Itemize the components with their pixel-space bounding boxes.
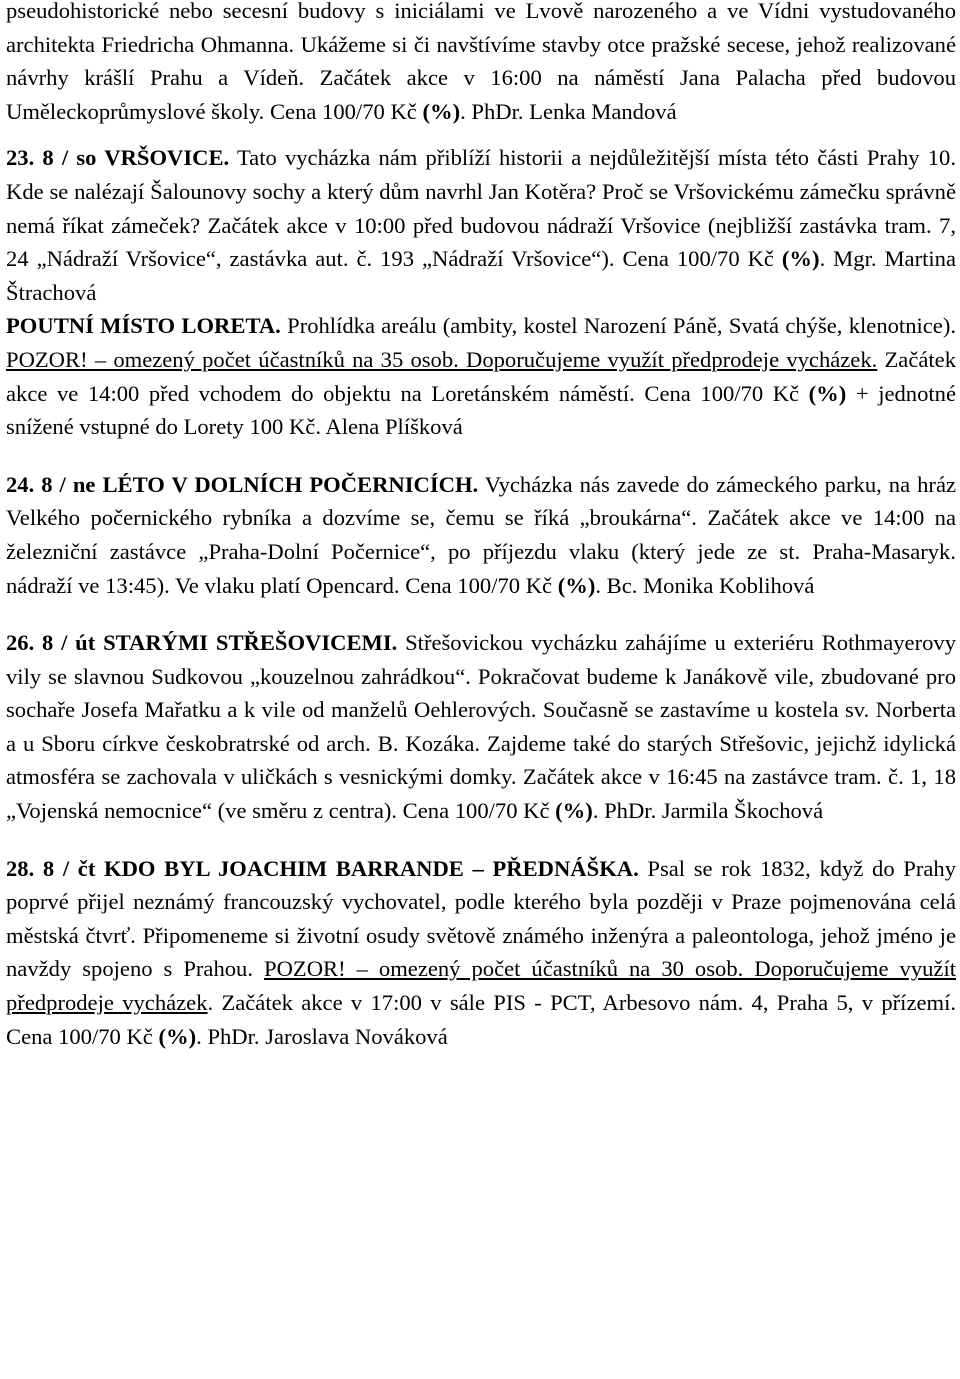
paragraph-text: Střešovickou vycházku zahájíme u exteriéru Rothmayerovy vily se slavnou Sudkovou „kouzelnou zahrádkou“. Pokračovat budeme k Janákově vile, zbudované pro sochaře Josefa Mařatku a k vile od manželů Oehlerových. Současně se zastavíme u kostela sv. Norberta a u Sboru církve českobratrské od arch. B. Kozáka. Zajdeme také do starých Střešovic, jejichž idylická atmosféra se zachovala v uličkách s vesnickými domky. Začátek akce v 16:45 na zastávce tram. č. 1, 18 „Vojenská nemocnice“ (ve směru z centra). Cena 100/70 Kč	[6, 630, 956, 824]
event-date: 26. 8 / út	[6, 630, 104, 656]
paragraph-text: . Začátek akce v 17:00 v sále PIS - PCT, Arbesovo nám. 4, Praha 5, v přízemí. Cena 100/70 Kč	[6, 990, 956, 1049]
discount-marker: (%)	[158, 1023, 197, 1049]
paragraph-text: pseudohistorické nebo secesní budovy s iniciálami ve Lvově narozeného a ve Vídni vystudovaného architekta Friedricha Ohmanna. Ukážeme si či navštívíme stavby otce pražské secese, jehož realizované návrhy krášlí Prahu a Vídeň. Začátek akce v 16:00 na náměstí Jana Palacha před budovou Uměleckoprůmyslové školy. Cena 100/70 Kč	[6, 0, 956, 124]
guide-name: . Mgr. Martina Štrachová	[6, 246, 956, 305]
discount-marker: (%)	[781, 246, 820, 272]
capacity-notice: POZOR! – omezený počet účastníků na 30 osob. Doporučujeme využít předprodeje vycházek	[6, 956, 957, 1016]
event-title: LÉTO V DOLNÍCH POČERNICÍCH.	[102, 471, 479, 497]
event-date: 24. 8 / ne	[6, 471, 103, 497]
discount-marker: (%)	[557, 572, 596, 598]
guide-name: . PhDr. Jaroslava Nováková	[196, 1023, 448, 1049]
event-title: VRŠOVICE.	[104, 145, 230, 171]
guide-name: + jednotné snížené vstupné do Lorety 100 Kč. Alena Plíšková	[6, 380, 956, 440]
event-paragraph-28	[6, 852, 956, 1054]
event-paragraph-23	[6, 141, 956, 309]
intro-paragraph	[6, 0, 956, 128]
paragraph-text: Prohlídka areálu (ambity, kostel Narození Páně, Svatá chýše, klenotnice).	[280, 313, 956, 339]
capacity-notice: POZOR! – omezený počet účastníků na 35 osob. Doporučujeme využít předprodeje vycházek.	[6, 346, 878, 372]
event-title: STARÝMI STŘEŠOVICEMI.	[103, 630, 398, 656]
event-title: KDO BYL JOACHIM BARRANDE – PŘEDNÁŠKA.	[104, 855, 639, 881]
event-paragraph-24	[6, 468, 956, 602]
guide-name: . PhDr. Lenka Mandová	[460, 98, 677, 124]
paragraph-text: Vycházka nás zavede do zámeckého parku, na hráz Velkého počernického rybníka a dozvíme se, čemu se říká „broukárna“. Začátek akce ve 14:00 na železniční zastávce „Praha-Dolní Počernice“, po příjezdu vlaku (který jede ze st. Praha-Masaryk. nádraží ve 13:45). Ve vlaku platí Opencard. Cena 100/70 Kč	[6, 471, 956, 598]
discount-marker: (%)	[808, 380, 847, 406]
event-date: 23. 8 / so	[6, 145, 105, 171]
event-paragraph-26	[6, 626, 956, 828]
guide-name: . PhDr. Jarmila Škochová	[592, 798, 824, 824]
paragraph-text: Tato vycházka nám přiblíží historii a nejdůležitější místa této části Prahy 10. Kde se nalézají Šalounovy sochy a který dům navrhl Jan Kotěra? Proč se Vršovickému zámečku správně nemá říkat zámeček? Začátek akce v 10:00 před budovou nádraží Vršovice (nejbližší zastávka tram. 7, 24 „Nádraží Vršovice“, zastávka aut. č. 193 „Nádraží Vršovice“). Cena 100/70 Kč	[6, 145, 956, 272]
discount-marker: (%)	[422, 98, 461, 124]
paragraph-text: Začátek akce ve 14:00 před vchodem do objektu na Loretánském náměstí. Cena 100/70 Kč	[6, 346, 956, 406]
event-date: 28. 8 / čt	[6, 855, 104, 881]
document-page	[6, 0, 956, 1053]
event-paragraph-loreta	[6, 309, 956, 443]
discount-marker: (%)	[555, 798, 593, 824]
event-title: POUTNÍ MÍSTO LORETA.	[6, 313, 281, 339]
paragraph-text: Psal se rok 1832, když do Prahy poprvé přijel neznámý francouzský vychovatel, podle kterého byla později v Praze pojmenována celá městská čtvrť. Připomeneme si životní osudy světově známého inženýra a paleontologa, jehož jméno je navždy spojeno s Prahou.	[6, 855, 956, 982]
guide-name: . Bc. Monika Koblihová	[595, 572, 815, 598]
